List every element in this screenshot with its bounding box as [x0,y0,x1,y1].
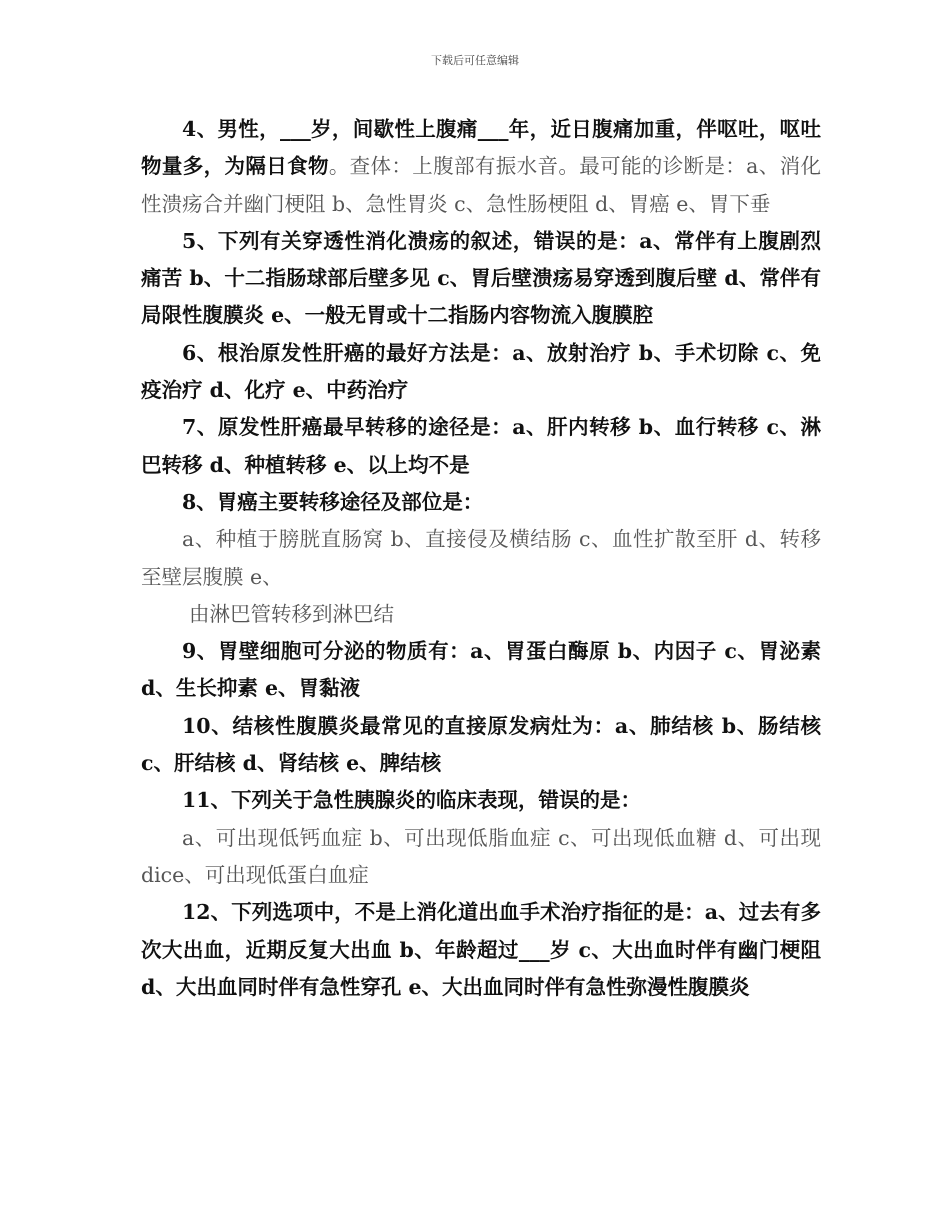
question-12-text: 12、下列选项中，不是上消化道出血手术治疗指征的是：a、过去有多次大出血，近期反复大出血 b、年龄超过___岁 c、大出血时伴有幽门梗阻 d、大出血同时伴有急性穿孔 e、大出血同时伴有急性弥漫性腹膜炎 [141,900,821,999]
question-8-text: 8、胃癌主要转移途径及部位是： [182,489,484,514]
question-11-text: 11、下列关于急性胰腺炎的临床表现，错误的是： [182,788,642,813]
question-10 [141,708,821,783]
question-8 [141,484,821,521]
question-10-text: 10、结核性腹膜炎最常见的直接原发病灶为：a、肺结核 b、肠结核 c、肝结核 d、肾结核 e、脾结核 [141,713,821,776]
question-7 [141,409,821,484]
question-9 [141,633,821,708]
document-body [141,111,821,1006]
question-5-text: 5、下列有关穿透性消化溃疡的叙述，错误的是：a、常伴有上腹剧烈痛苦 b、十二指肠球部后壁多见 c、胃后壁溃疡易穿透到腹后壁 d、常伴有局限性腹膜炎 e、一般无胃或十二指肠内容物流入腹膜腔 [141,228,821,328]
question-12 [141,894,821,1006]
question-8-options-tail: 由淋巴管转移到淋巴结 [189,601,394,626]
page-header-note: 下载后可任意编辑 [431,54,519,67]
question-4-text: 4、男性，___岁，间歇性上腹痛___年，近日腹痛加重，伴呕吐，呕吐物量多，为隔日食物 [141,117,821,179]
question-8-options: a、种植于膀胱直肠窝 b、直接侵及横结肠 c、血性扩散至肝 d、转移至壁层腹膜 e、 [141,527,821,589]
question-6-text: 6、根治原发性肝癌的最好方法是：a、放射治疗 b、手术切除 c、免疫治疗 d、化疗 e、中药治疗 [141,340,821,403]
question-4-continuation: 。查体：上腹部有振水音。最可能的诊断是：a、消化性溃疡合并幽门梗阻 b、急性胃炎 c、急性肠梗阻 d、胃癌 e、胃下垂 [141,154,821,216]
question-11 [141,782,821,819]
question-11-options: a、可出现低钙血症 b、可出现低脂血症 c、可出现低血糖 d、可出现 dice、可出现低蛋白血症 [141,825,821,887]
question-4 [141,111,821,223]
question-5 [141,223,821,335]
question-6 [141,335,821,410]
question-9-text: 9、胃壁细胞可分泌的物质有：a、胃蛋白酶原 b、内因子 c、胃泌素 d、生长抑素 e、胃黏液 [141,639,821,701]
question-7-text: 7、原发性肝癌最早转移的途径是：a、肝内转移 b、血行转移 c、淋巴转移 d、种植转移 e、以上均不是 [141,415,821,477]
